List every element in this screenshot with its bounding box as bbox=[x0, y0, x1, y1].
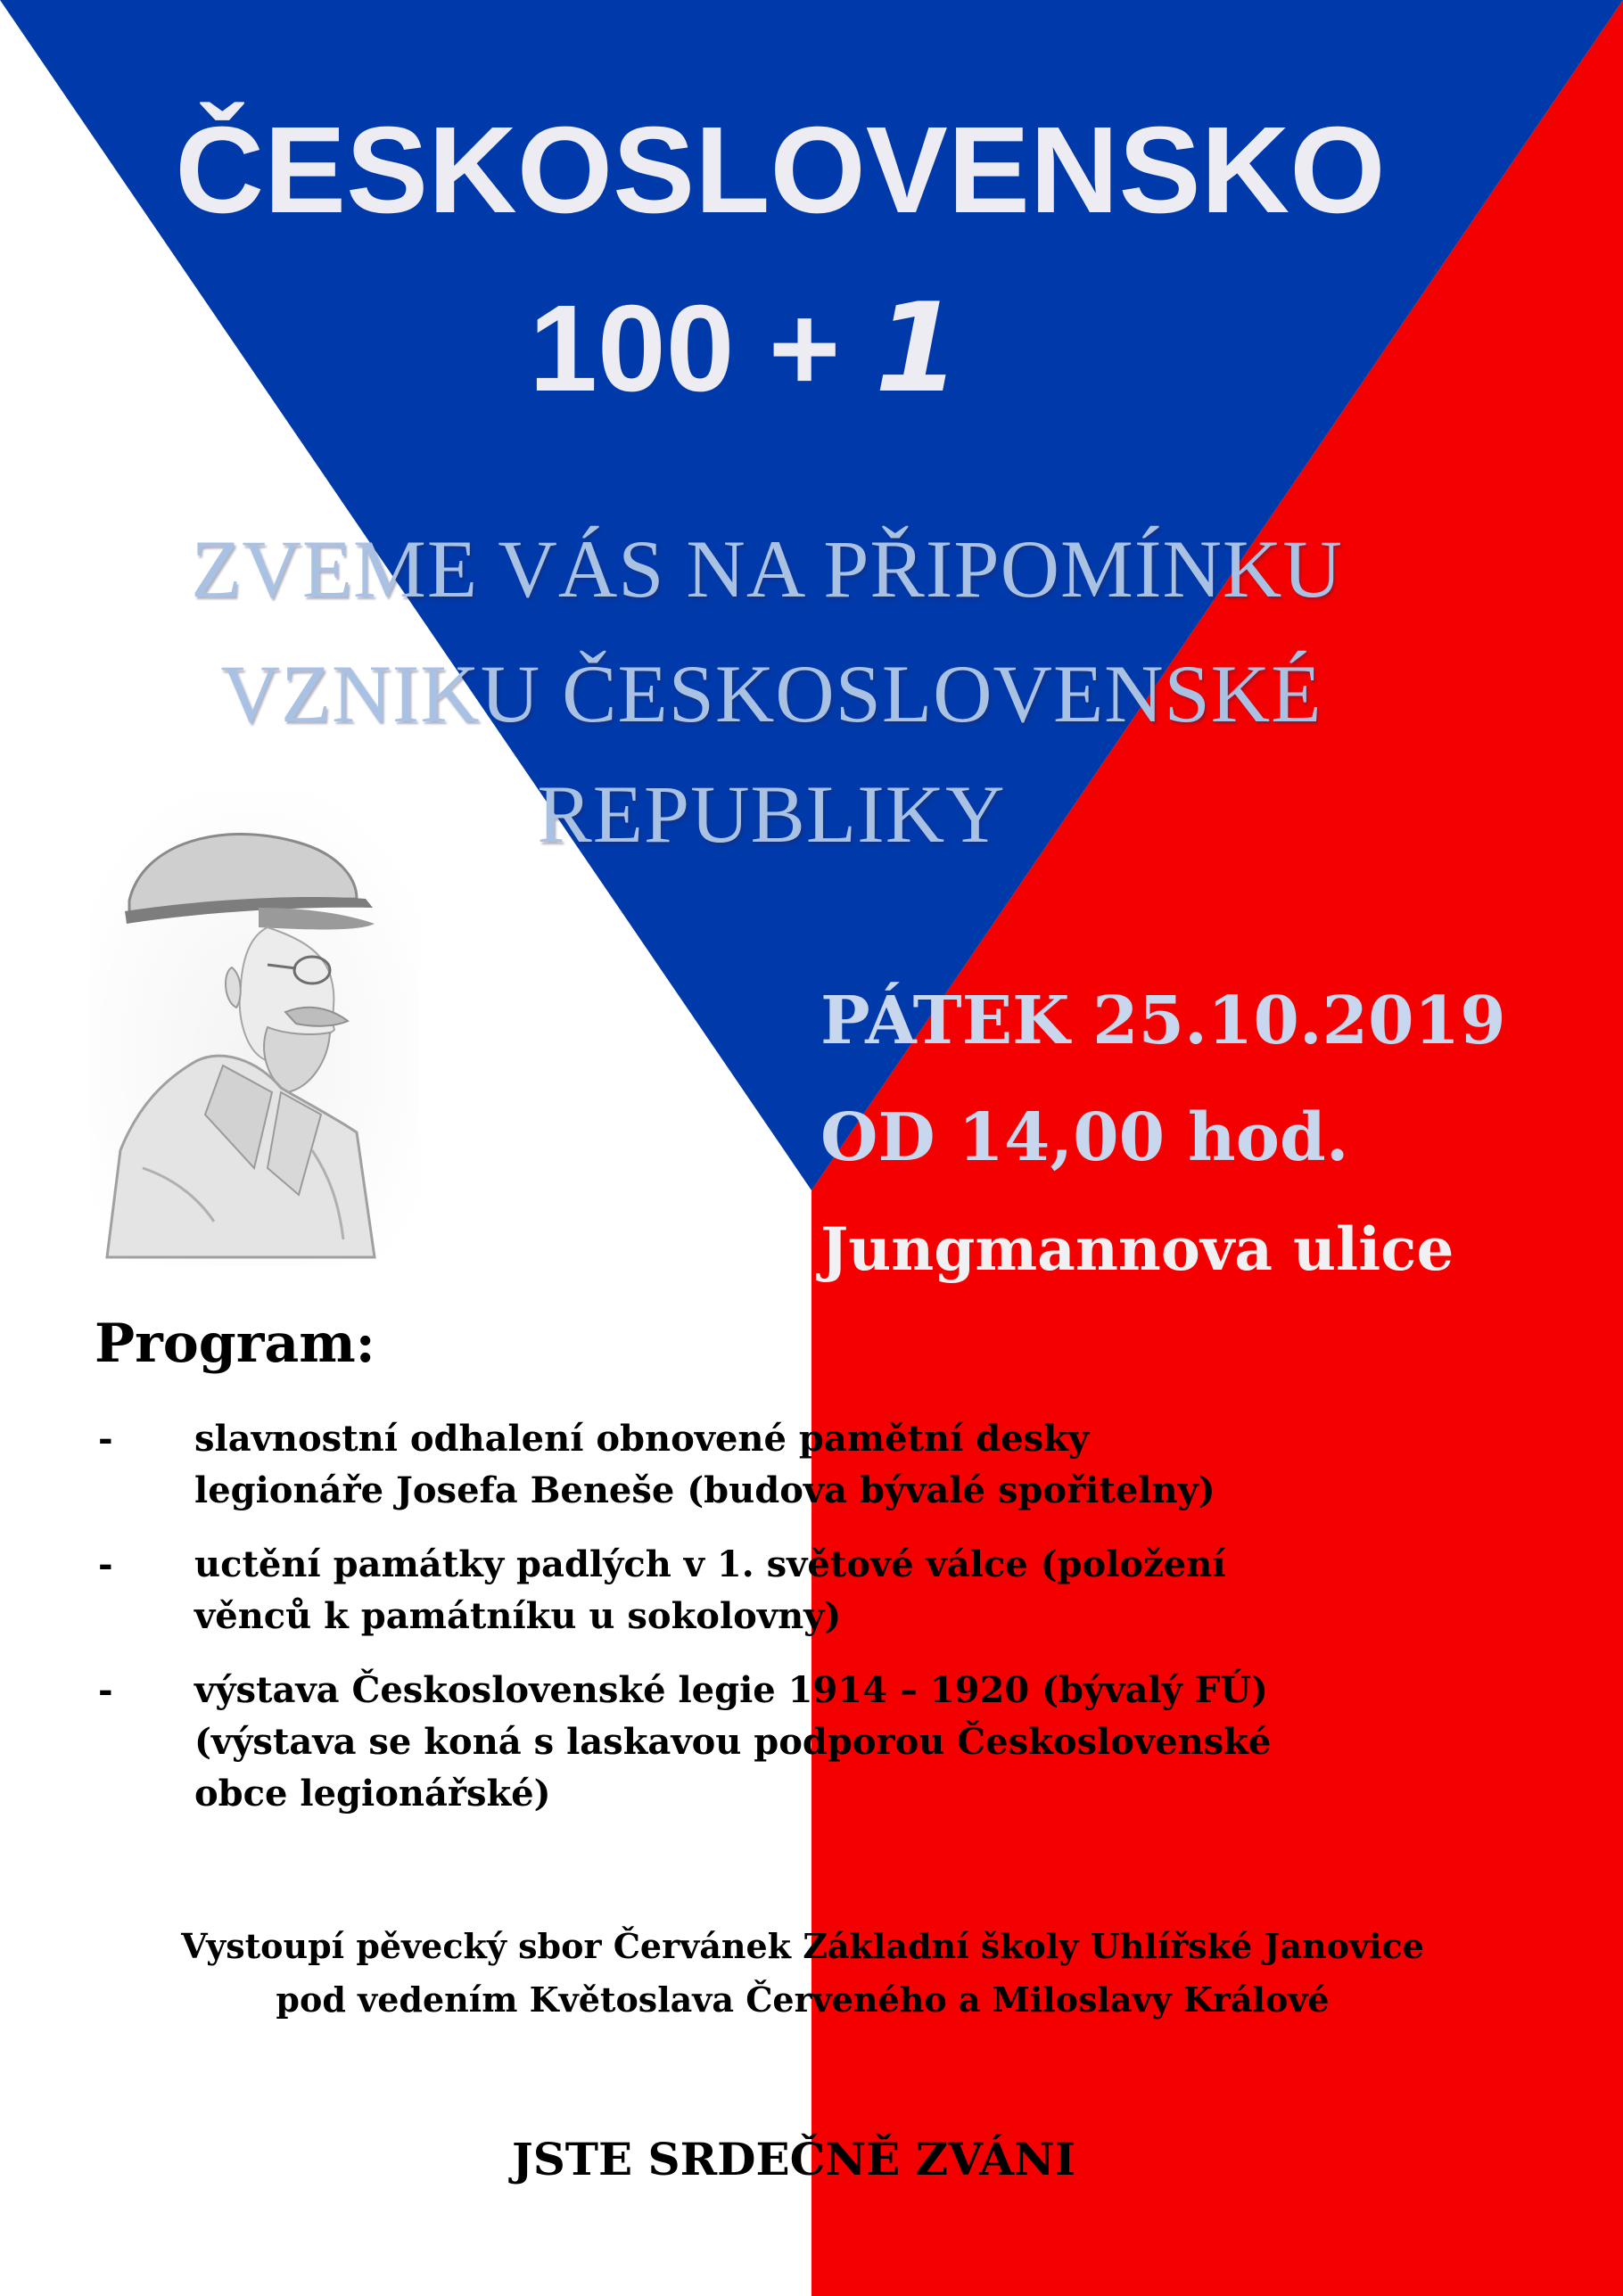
program-item-line: uctění památky padlých v 1. světové válce (položení bbox=[194, 1543, 1226, 1585]
program-heading: Program: bbox=[95, 1313, 375, 1375]
program-item bbox=[89, 1539, 1552, 1642]
program-item-line: legionáře Josefa Beneše (budova bývalé spořitelny) bbox=[194, 1469, 1215, 1511]
program-list bbox=[89, 1413, 1552, 1842]
program-item-line: věnců k památníku u sokolovny) bbox=[194, 1595, 842, 1637]
event-place: Jungmannova ulice bbox=[820, 1214, 1454, 1284]
program-item bbox=[89, 1413, 1552, 1517]
title-line-2 bbox=[0, 276, 1623, 420]
invitation-line-3: REPUBLIKY bbox=[537, 769, 1006, 860]
portrait-drawing-icon bbox=[89, 794, 419, 1266]
program-item-line: slavnostní odhalení obnovené pamětní desky bbox=[194, 1418, 1090, 1460]
program-item-line: výstava Československé legie 1914 – 1920 (bývalý FÚ) bbox=[194, 1669, 1268, 1711]
bullet-dash: - bbox=[98, 1418, 113, 1460]
event-time: OD 14,00 hod. bbox=[820, 1099, 1349, 1176]
program-item-line: (výstava se koná s laskavou podporou Československé bbox=[194, 1721, 1272, 1763]
bullet-dash: - bbox=[98, 1543, 113, 1585]
event-date: PÁTEK 25.10.2019 bbox=[820, 983, 1506, 1059]
choir-line-1: Vystoupí pěvecký sbor Červánek Základní školy Uhlířské Janovice bbox=[181, 1926, 1424, 1966]
program-item-line: obce legionářské) bbox=[194, 1773, 551, 1815]
title-line-1: ČESKOSLOVENSKO bbox=[175, 102, 1386, 239]
title-number: 100 + bbox=[529, 280, 875, 417]
choir-line-2: pod vedením Květoslava Červeného a Miloslavy Králové bbox=[276, 1979, 1330, 2020]
closing-invitation: JSTE SRDEČNĚ ZVÁNI bbox=[512, 2133, 1075, 2185]
invitation-line-1: ZVEME VÁS NA PŘIPOMÍNKU bbox=[191, 523, 1343, 614]
title-accent-one: 1 bbox=[874, 276, 960, 420]
program-item bbox=[89, 1665, 1552, 1820]
invitation-line-2: VZNIKU ČESKOSLOVENSKÉ bbox=[220, 648, 1322, 739]
bullet-dash: - bbox=[98, 1669, 113, 1711]
